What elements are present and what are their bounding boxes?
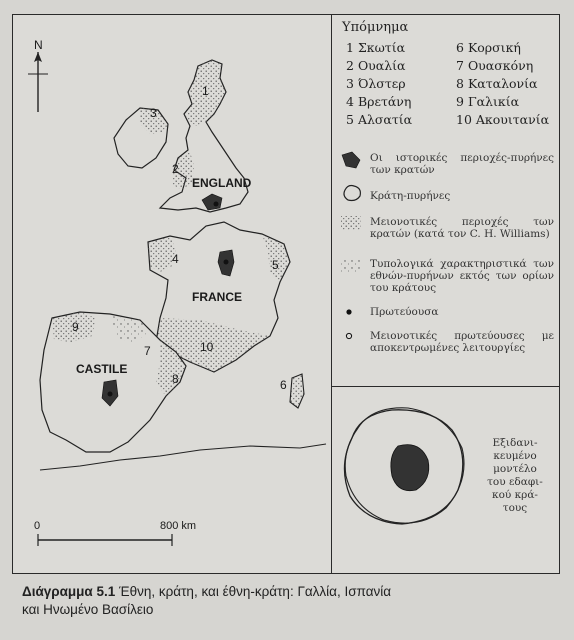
caption-label: Διάγραμμα 5.1: [22, 584, 116, 599]
legend-core-states-text: Κράτη-πυρήνες: [370, 190, 451, 202]
legend-region-4: 4 Βρετάνη: [346, 94, 412, 109]
france-label: FRANCE: [192, 290, 242, 304]
region-number-10: 10: [200, 340, 214, 354]
castile-label: CASTILE: [76, 362, 128, 376]
london-capital: [214, 202, 219, 207]
north-label: N: [34, 38, 43, 52]
legend-region-8: 8 Καταλονία: [456, 76, 538, 91]
legend-region-6: 6 Κορσική: [456, 40, 521, 55]
region-number-9: 9: [72, 320, 79, 334]
legend-region-2: 2 Ουαλία: [346, 58, 406, 73]
region-number-8: 8: [172, 372, 179, 386]
legend-region-1: 1 Σκωτία: [346, 40, 406, 55]
region-number-6: 6: [280, 378, 287, 392]
scale-start-label: 0: [34, 520, 41, 532]
north-arrow: [28, 52, 48, 112]
inset-panel: [331, 386, 560, 574]
legend-minority-areas-text: Μειονοτικές περιοχές των κρατών (κατά τον C. H. Williams): [370, 216, 554, 240]
figure-caption: [22, 583, 562, 619]
region-number-5: 5: [272, 258, 279, 272]
region-number-1: 1: [202, 84, 209, 98]
legend-region-9: 9 Γαλικία: [456, 94, 520, 109]
corsica-shape: [290, 374, 304, 408]
legend-core-areas-text: Οι ιστορικές περιοχές-πυρήνες των κρατών: [370, 152, 554, 176]
legend-region-7: 7 Ουασκόνη: [456, 58, 534, 73]
legend-panel: [331, 14, 560, 386]
caption-line1: Έθνη, κράτη, και έθνη-κράτη: Γαλλία, Ισπανία: [119, 584, 392, 599]
legend-capital-text: Πρωτεύουσα: [370, 306, 439, 318]
england-label: ENGLAND: [192, 176, 252, 190]
legend-region-10: 10 Ακουιτανία: [456, 112, 550, 127]
scale-bar: [38, 534, 172, 546]
paris-capital: [224, 260, 229, 265]
legend-typological-text: Τυπολογικά χαρακτηριστικά των εθνών-πυρήνων εκτός των ορίων του κράτους: [370, 258, 554, 294]
legend-title: Υπόμνημα: [342, 20, 409, 35]
legend-minor-capitals-text: Μειονοτικές πρωτεύουσες με αποκεντρωμένες λειτουργίες: [370, 330, 554, 354]
region-number-2: 2: [172, 162, 179, 176]
region-number-4: 4: [172, 252, 179, 266]
region-number-3: 3: [150, 106, 157, 120]
legend-region-3: 3 Όλστερ: [346, 76, 406, 91]
legend-region-5: 5 Αλσατία: [346, 112, 413, 127]
madrid-capital: [108, 392, 113, 397]
caption-line2: και Ηνωμένο Βασίλειο: [22, 602, 154, 617]
scale-end-label: 800 km: [160, 520, 197, 532]
region-number-7: 7: [144, 344, 151, 358]
inset-caption: Εξιδανι- κευμένο μοντέλο του εδαφι- κού κρά- τους: [487, 437, 543, 514]
